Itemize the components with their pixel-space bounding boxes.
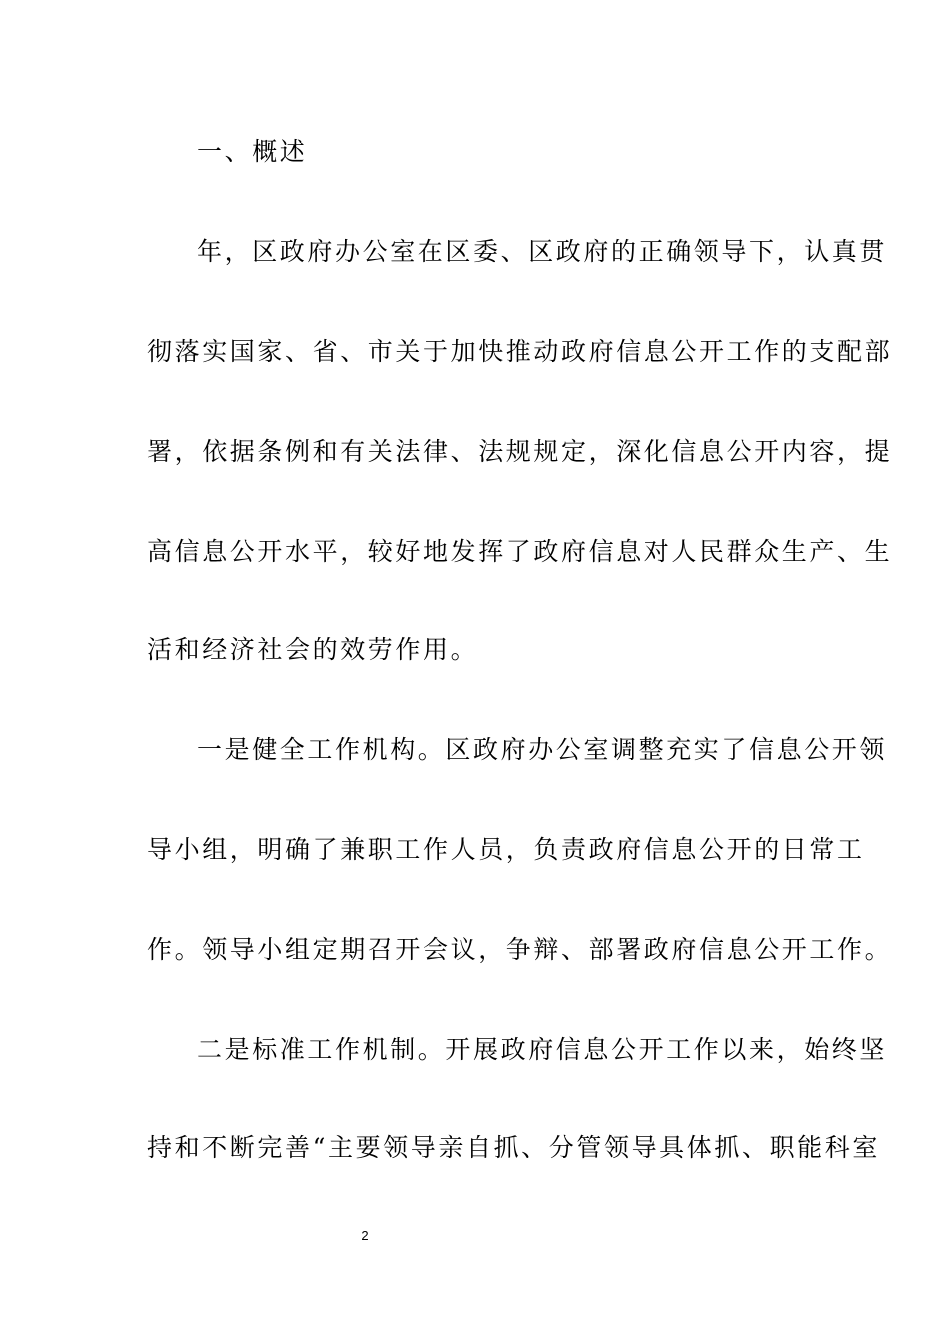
section-heading: 一、概述	[197, 137, 308, 166]
paragraph-line: 活和经济社会的效劳作用。	[147, 635, 479, 664]
paragraph-line: 一是健全工作机构。区政府办公室调整充实了信息公开领	[197, 735, 888, 764]
paragraph-line: 署，依据条例和有关法律、法规规定，深化信息公开内容，提	[147, 437, 893, 466]
paragraph-line: 彻落实国家、省、市关于加快推动政府信息公开工作的支配部	[147, 337, 893, 366]
paragraph-line: 导小组，明确了兼职工作人员，负责政府信息公开的日常工	[147, 835, 865, 864]
paragraph-line: 持和不断完善“主要领导亲自抓、分管领导具体抓、职能科室	[147, 1133, 880, 1162]
paragraph-line: 作。领导小组定期召开会议，争辩、部署政府信息公开工作。	[147, 935, 893, 964]
paragraph-line: 二是标准工作机制。开展政府信息公开工作以来，始终坚	[197, 1035, 888, 1064]
paragraph-line: 高信息公开水平，较好地发挥了政府信息对人民群众生产、生	[147, 537, 893, 566]
page-number: 2	[361, 1228, 369, 1243]
paragraph-line: 年，区政府办公室在区委、区政府的正确领导下，认真贯	[197, 237, 888, 266]
